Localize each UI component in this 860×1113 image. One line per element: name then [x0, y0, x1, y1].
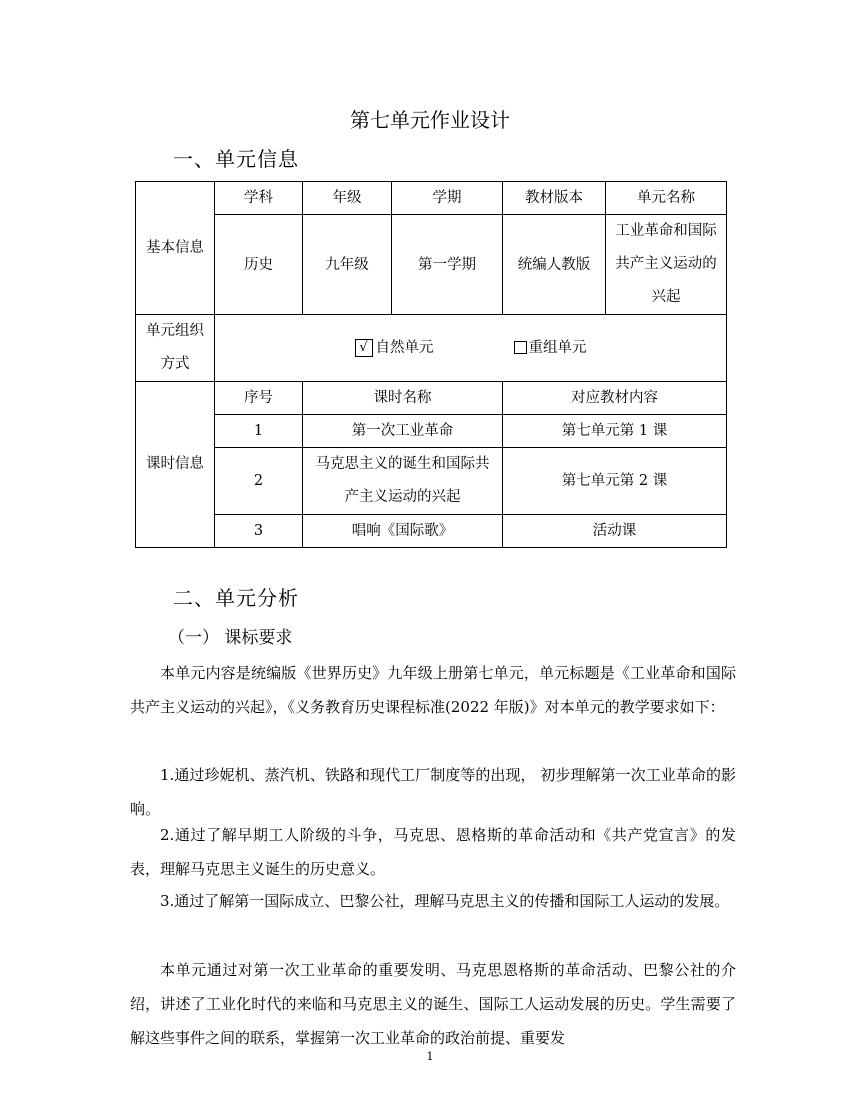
option-reorganized-unit[interactable] [514, 333, 587, 363]
paragraph-requirement-3: 3.通过了解第一国际成立、巴黎公社，理解马克思主义的传播和国际工人运动的发展。 [160, 892, 730, 910]
header-unit-name: 单元名称 [606, 182, 727, 215]
lesson-no: 3 [215, 515, 303, 548]
table-row [136, 215, 727, 315]
checked-box-icon[interactable]: √ [355, 339, 373, 357]
table-row [136, 382, 727, 415]
header-grade: 年级 [303, 182, 392, 215]
org-options-cell [215, 315, 727, 382]
value-subject: 历史 [215, 215, 303, 315]
unit-info-table [135, 181, 727, 548]
lesson-name: 马克思主义的诞生和国际共产主义运动的兴起 [303, 448, 503, 515]
lesson-content: 第七单元第 2 课 [503, 448, 727, 515]
section-heading-unit-info: 一、单元信息 [173, 147, 299, 171]
paragraph-unit-summary: 本单元通过对第一次工业革命的重要发明、马克思恩格斯的革命活动、巴黎公社的介绍，讲述了工业化时代的来临和马克思主义的诞生、国际工人运动发展的历史。学生需要了解这些事件之间的联系，掌握第一次工业革命的政治前提、重要发 [130, 961, 736, 1047]
table-row [136, 182, 727, 215]
lesson-info-label: 课时信息 [136, 382, 215, 548]
basic-info-label: 基本信息 [136, 182, 215, 315]
subsection-heading-standards: （一） 课标要求 [168, 628, 293, 648]
value-term: 第一学期 [392, 215, 503, 315]
org-label: 单元组织方式 [136, 315, 215, 382]
header-term: 学期 [392, 182, 503, 215]
option-natural-unit[interactable] [355, 333, 434, 363]
table-row [136, 315, 727, 382]
paragraph-requirement-1: 1.通过珍妮机、蒸汽机、铁路和现代工厂制度等的出现， 初步理解第一次工业革命的影响。 [130, 766, 736, 818]
section-heading-unit-analysis: 二、单元分析 [173, 586, 299, 610]
paragraph-intro: 本单元内容是统编版《世界历史》九年级上册第七单元，单元标题是《工业革命和国际共产主义运动的兴起》，《义务教育历史课程标准(2022 年版)》对本单元的教学要求如下： [130, 664, 736, 716]
document-title: 第七单元作业设计 [350, 108, 510, 132]
option-label: 重组单元 [528, 340, 587, 356]
option-label: 自然单元 [375, 340, 434, 356]
paragraph-requirement-2: 2.通过了解早期工人阶级的斗争，马克思、恩格斯的革命活动和《共产党宣言》的发表，理解马克思主义诞生的历史意义。 [130, 826, 736, 878]
value-grade: 九年级 [303, 215, 392, 315]
lesson-name: 唱响《国际歌》 [303, 515, 503, 548]
table-row [136, 448, 727, 515]
unchecked-box-icon[interactable] [514, 341, 527, 354]
table-row [136, 415, 727, 448]
page-number: 1 [426, 1050, 434, 1063]
header-edition: 教材版本 [503, 182, 606, 215]
lesson-header-name: 课时名称 [303, 382, 503, 415]
lesson-content: 第七单元第 1 课 [503, 415, 727, 448]
header-subject: 学科 [215, 182, 303, 215]
table-row [136, 515, 727, 548]
value-unit-name: 工业革命和国际共产主义运动的兴起 [606, 215, 727, 315]
lesson-no: 1 [215, 415, 303, 448]
lesson-no: 2 [215, 448, 303, 515]
lesson-header-no: 序号 [215, 382, 303, 415]
lesson-name: 第一次工业革命 [303, 415, 503, 448]
value-edition: 统编人教版 [503, 215, 606, 315]
lesson-content: 活动课 [503, 515, 727, 548]
lesson-header-content: 对应教材内容 [503, 382, 727, 415]
